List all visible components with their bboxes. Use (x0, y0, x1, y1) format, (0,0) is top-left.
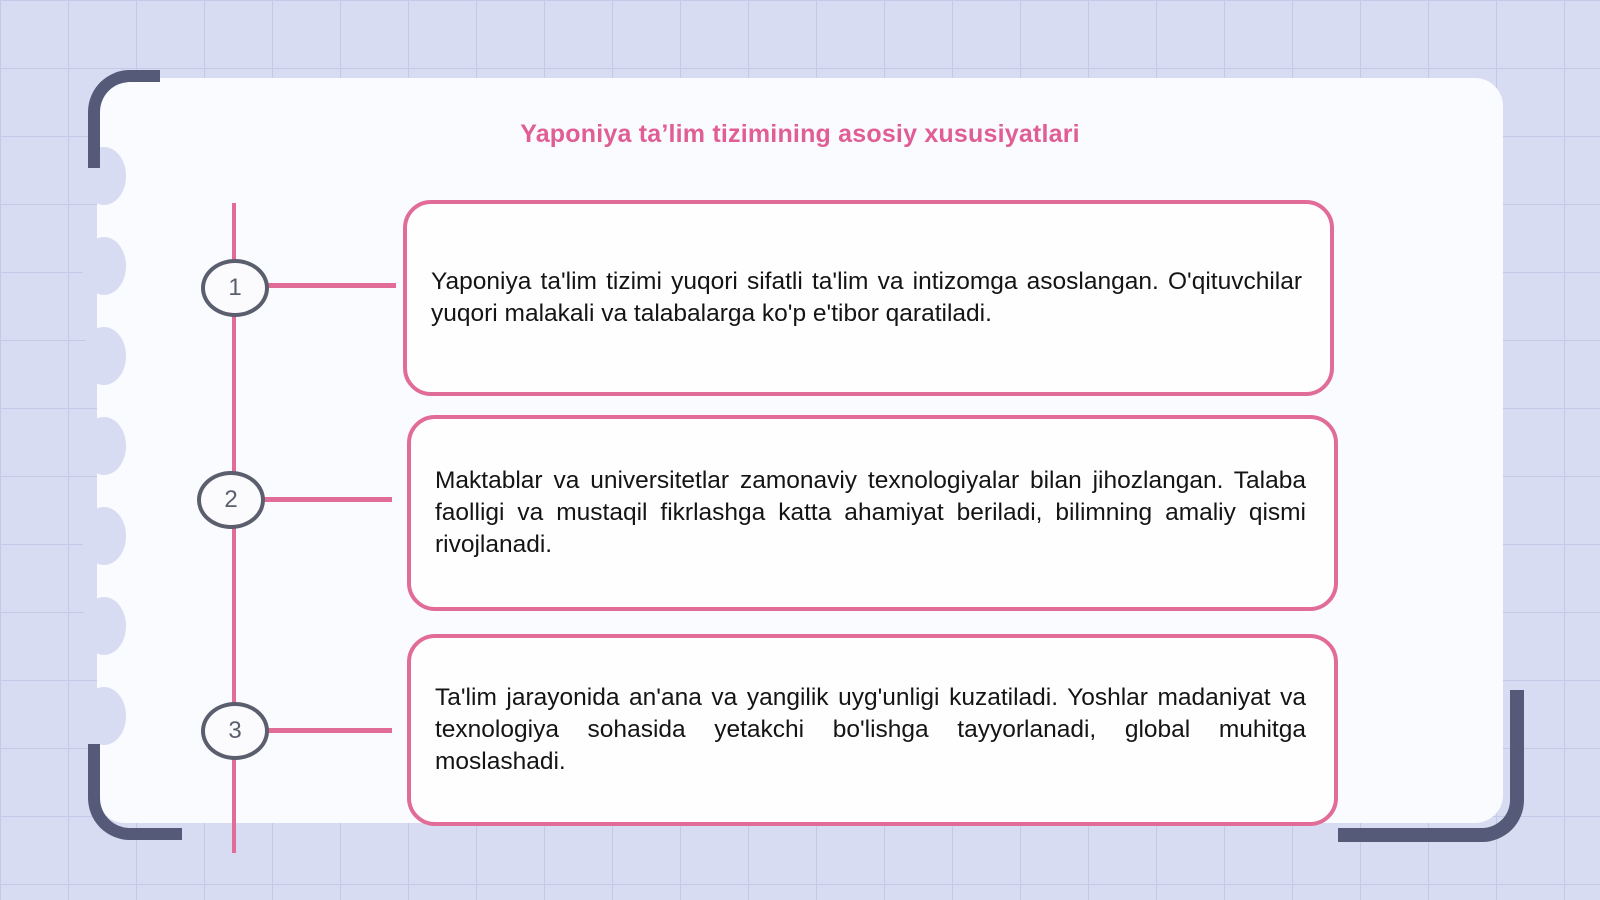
scallop-notch (82, 687, 126, 745)
scallop-notch (82, 417, 126, 475)
corner-bracket-bottom-left (88, 744, 182, 840)
scallop-notch (82, 597, 126, 655)
scallop-notch (82, 507, 126, 565)
step-number-3: 3 (201, 702, 269, 760)
corner-bracket-bottom-right (1338, 690, 1524, 842)
connector-line-2 (258, 497, 392, 502)
connector-line-1 (262, 283, 396, 288)
scallop-notch (82, 327, 126, 385)
step-number-1: 1 (201, 259, 269, 317)
feature-card-1 (403, 200, 1334, 396)
corner-bracket-top-left (88, 70, 160, 168)
connector-line-3 (262, 728, 392, 733)
slide-title: Yaponiya ta’lim tizimining asosiy xususiyatlari (520, 120, 1080, 148)
scallop-notch (82, 237, 126, 295)
feature-text-2: Maktablar va universitetlar zamonaviy texnologiyalar bilan jihozlangan. Talaba faolligi va mustaqil fikrlashga katta ahamiyat beriladi, bilimning amaliy qismi rivojlanadi. (435, 467, 1306, 558)
feature-text-3: Ta'lim jarayonida an'ana va yangilik uyg'unligi kuzatiladi. Yoshlar madaniyat va texnologiya sohasida yetakchi bo'lishga tayyorlanadi, global muhitga moslashadi. (435, 684, 1306, 775)
feature-card-2 (407, 415, 1338, 611)
feature-card-3 (407, 634, 1338, 826)
feature-text-1: Yaponiya ta'lim tizimi yuqori sifatli ta'lim va intizomga asoslangan. O'qituvchilar yuqori malakali va talabalarga ko'p e'tibor qaratiladi. (431, 268, 1302, 327)
step-number-2: 2 (197, 471, 265, 529)
